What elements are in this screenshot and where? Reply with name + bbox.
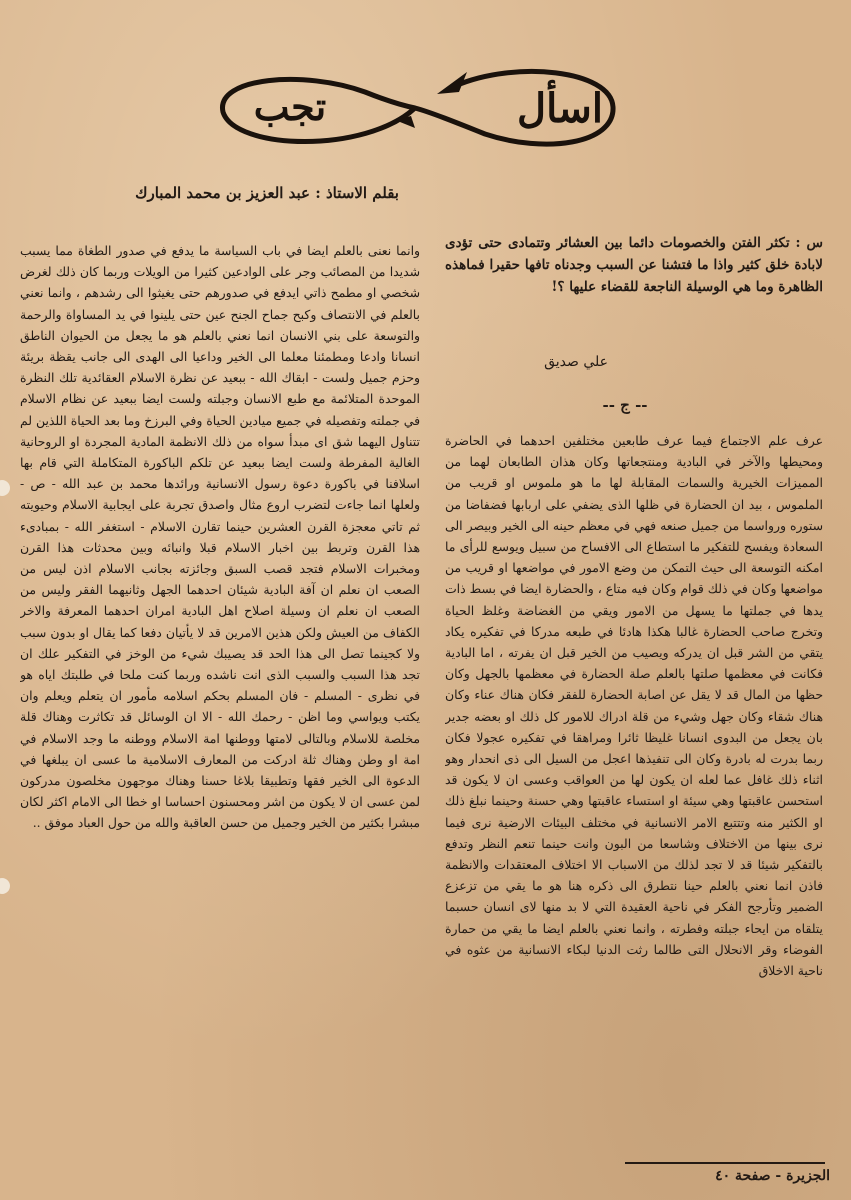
arrow-left-icon	[437, 72, 467, 94]
logo-word-left: تجب	[253, 84, 327, 129]
logo-word-right: اسأل	[517, 85, 603, 132]
author-byline: بقلم الاستاذ : عبد العزيز بن محمد المبارك	[135, 184, 399, 202]
answer-column-left: وانما نعنى بالعلم ايضا في باب السياسة ما يدفع في صدور الطغاة مما يسبب شديدا من المصائب وجر على الوادعين كثيرا من الويلات وربما كان ذلك لغرض شخصي او مطمح ذاتي ايدفع في صدورهم حتى يغيثوا الى رشدهم ، وانما نعني بالعلم في الانتصاف وكبح جماح الجنح عين حتى يلينوا في يد المساواة والرحمة والتوسعة على بني الانسان انما نعني بالعلم هو ما يجعل من الحيوان الناطق انسانا وادعا ومطمئنا معلما الى الخير وداعيا الى الهدى الى جانب يقظة بريئة وحزم جميل ولست - ابقاك الله - ببعيد عن نظرة الاسلام العقائدية تلك النظرة الموحدة المتلائمة مع طبع الانسان وجبلته ولست ايضا ببعيد عن نظام الاسلام في جملته وتفصيله في جميع ميادين الحياة وفي البرزخ وما بعد الحياة اللذين لم تتناول اليهما شق اى مبدأ سواه من ذلك الانظمة المادية المجردة او الروحانية الغالية المفرطة ولست ايضا ببعيد عن تلكم الباكورة المتكاملة التي قام بها اسلافنا في باكورة دعوة رسول الانسانية ورائدها محمد بن عبد الله - ص - ولعلها انما جاءت لتضرب اروع مثال واصدق تجربة على ايجابية الاسلام وحيويته ثم تاتي معجزة القرن العشرين حينما تقارن الاسلام - استغفر الله - بمبادىء هذا القرن وتربط بين اخبار الاسلام قبلا وانبائه وبين محدثات هذا القرن ومخبرات الاسلام فتجد قصب السبق وجائزته بجانب الاسلام اذن ليس من الصعب ان نعلم ان آفة البادية شيئان احدهما الجهل وثانيهما الفقر وليس من الصعب ان نعلم ان وسيلة اصلاح اهل البادية امران احدهما المعرفة والاخر الكفاف من العيش ولكن هذين الامرين قد لا يأتيان دفعا كما يقال او بدون سبب ولا كجينما تصل الى هذا الحد قد يصيبك شيء من الوخز في التفكير علك ان تجد هذا السبب والسبب الذى انت ناشده وربما كنت ملحا في طلبتك اياه هو في نظرى - المسلم - فان المسلم بحكم اسلامه مأمور ان يتعلم ويعلم وان يكتب ويواسي وما اظن - رحمك الله - الا ان الوسائل قد تكاثرت وهناك قلة مخلصة للاسلام وبالتالى لامتها ووطنها امة الاسلام ووطنه ما وجد الاسلام في امة او وطن وهناك ثلة ادركت من المعارف الاسلامية ما عسى ان يبلغها في الدعوة الى الخير فقها وتطبيقا بلاغا حسنا وهناك موجهون مخلصون مدركون لمن عسى ان لا يكون من اشر ومحسنون احساسا او خطا الى الامام اكثر لكان مبشرا بكثير من الخير وجميل من حسن العاقبة والله من حول العباد موفق ..	[20, 243, 420, 831]
answer-heading: -- ج --	[602, 396, 648, 414]
footer-divider	[625, 1162, 825, 1164]
column-logo	[215, 62, 620, 152]
page-footer: الجزيرة - صفحة ٤٠	[715, 1168, 830, 1184]
answer-column-right: عرف علم الاجتماع فيما عرف طابعين مختلفين احدهما في الحاضرة ومحيطها والآخر في البادية ومنتجعاتها وكان هذان الطابعان لهما من المميزات الخيرية والسمات المقابلة لها ما هو ملموس او قريب من الملموس ، بيد ان الحضارة في ظلها الذى يضفي على اربابها فضفاضا من ستوره ورواسما من جميل صنعه فهي في معظم حينه الى الخير وبيصر الى السعادة ويفسح للتفكير ما استطاع الى الافساح من سبيل ويوسع للرأى ما امكنه التوسعة الى حيث التمكن من وضع الامور في مواضعها او قريب من مواضعها وكان في ذلك قوام وكان فيه متاع ، والحضارة ايضا في بسط ذات يدها في جملتها ما يسهل من الامور ويقي من الغضاضة وغلظ الحياة وتخرج صاحب الحضارة غالبا هكذا هادئا في طبعه مدركا في تفكيره يكاد يتقي من الشر قبل ان يدركه ويصيب من الخير قبل ان يفرته ، اما البادية فكانت في معظمها صلتها بالعلم صلة الحضارة في معظمها بالجهل وكان حظها من المال قد لا يقل عن اصابة الحضارة للفقر فكان هناك عناء وكان هناك شقاء وكان جهل وشيء من قلة ادراك للامور كل ذلك او بعضه جدير بان يجعل من البدوى انسانا غليظا ثائرا ومراهقا في تفكيره عجولا فكان ربما بدرت له بادرة وكان الى تنفيذها اعجل من السيل الى ذى انحدار وهو اثناء ذلك غافل عما لعله ان يكون لها من العواقب وعسى ان لا يكون قد استحسن عاقبتها وهي سيئة او استساء عاقبتها وهي حسنة وحينما نبلغ ذلك او الكثير منه وتتتبع الامر الانسانية في مختلف البيئات الارضية نرى فيما نرى بينها من الاختلاف وشاسعا من البون وانت حينما تنعم النظر وتدفع بالتفكير شيئا قد لا تجد لذلك من الاسباب الا اختلاف المعتقدات والانظمة فاذن انما نعني بالعلم حينا نتطرق الى ذكره هنا هو ما يقي من تزعزع الضمير وتأرجح الفكر في ناحية العقيدة التي لا بد منها لاى انسان حسبما يتلقاه من ايحاء جبلته وفطرته ، وانما نعني بالعلم ايضا ما يقي من حمارة الفوضاء وقر الانحلال التى طالما رثت الدنيا لبكاء الانسانية من عثوه في ناحية الاخلاق	[445, 433, 823, 979]
questioner-signature: علي صديق	[544, 354, 608, 370]
reader-question: س : تكثر الفتن والخصومات دائما بين العشائر وتتمادى حتى تؤدى لابادة خلق كثير واذا ما فتشنا عن السبب وجدناه تافها حقيرا فماهذه الظاهرة وما هي الوسيلة الناجعة للقضاء عليها ؟!	[445, 235, 823, 295]
